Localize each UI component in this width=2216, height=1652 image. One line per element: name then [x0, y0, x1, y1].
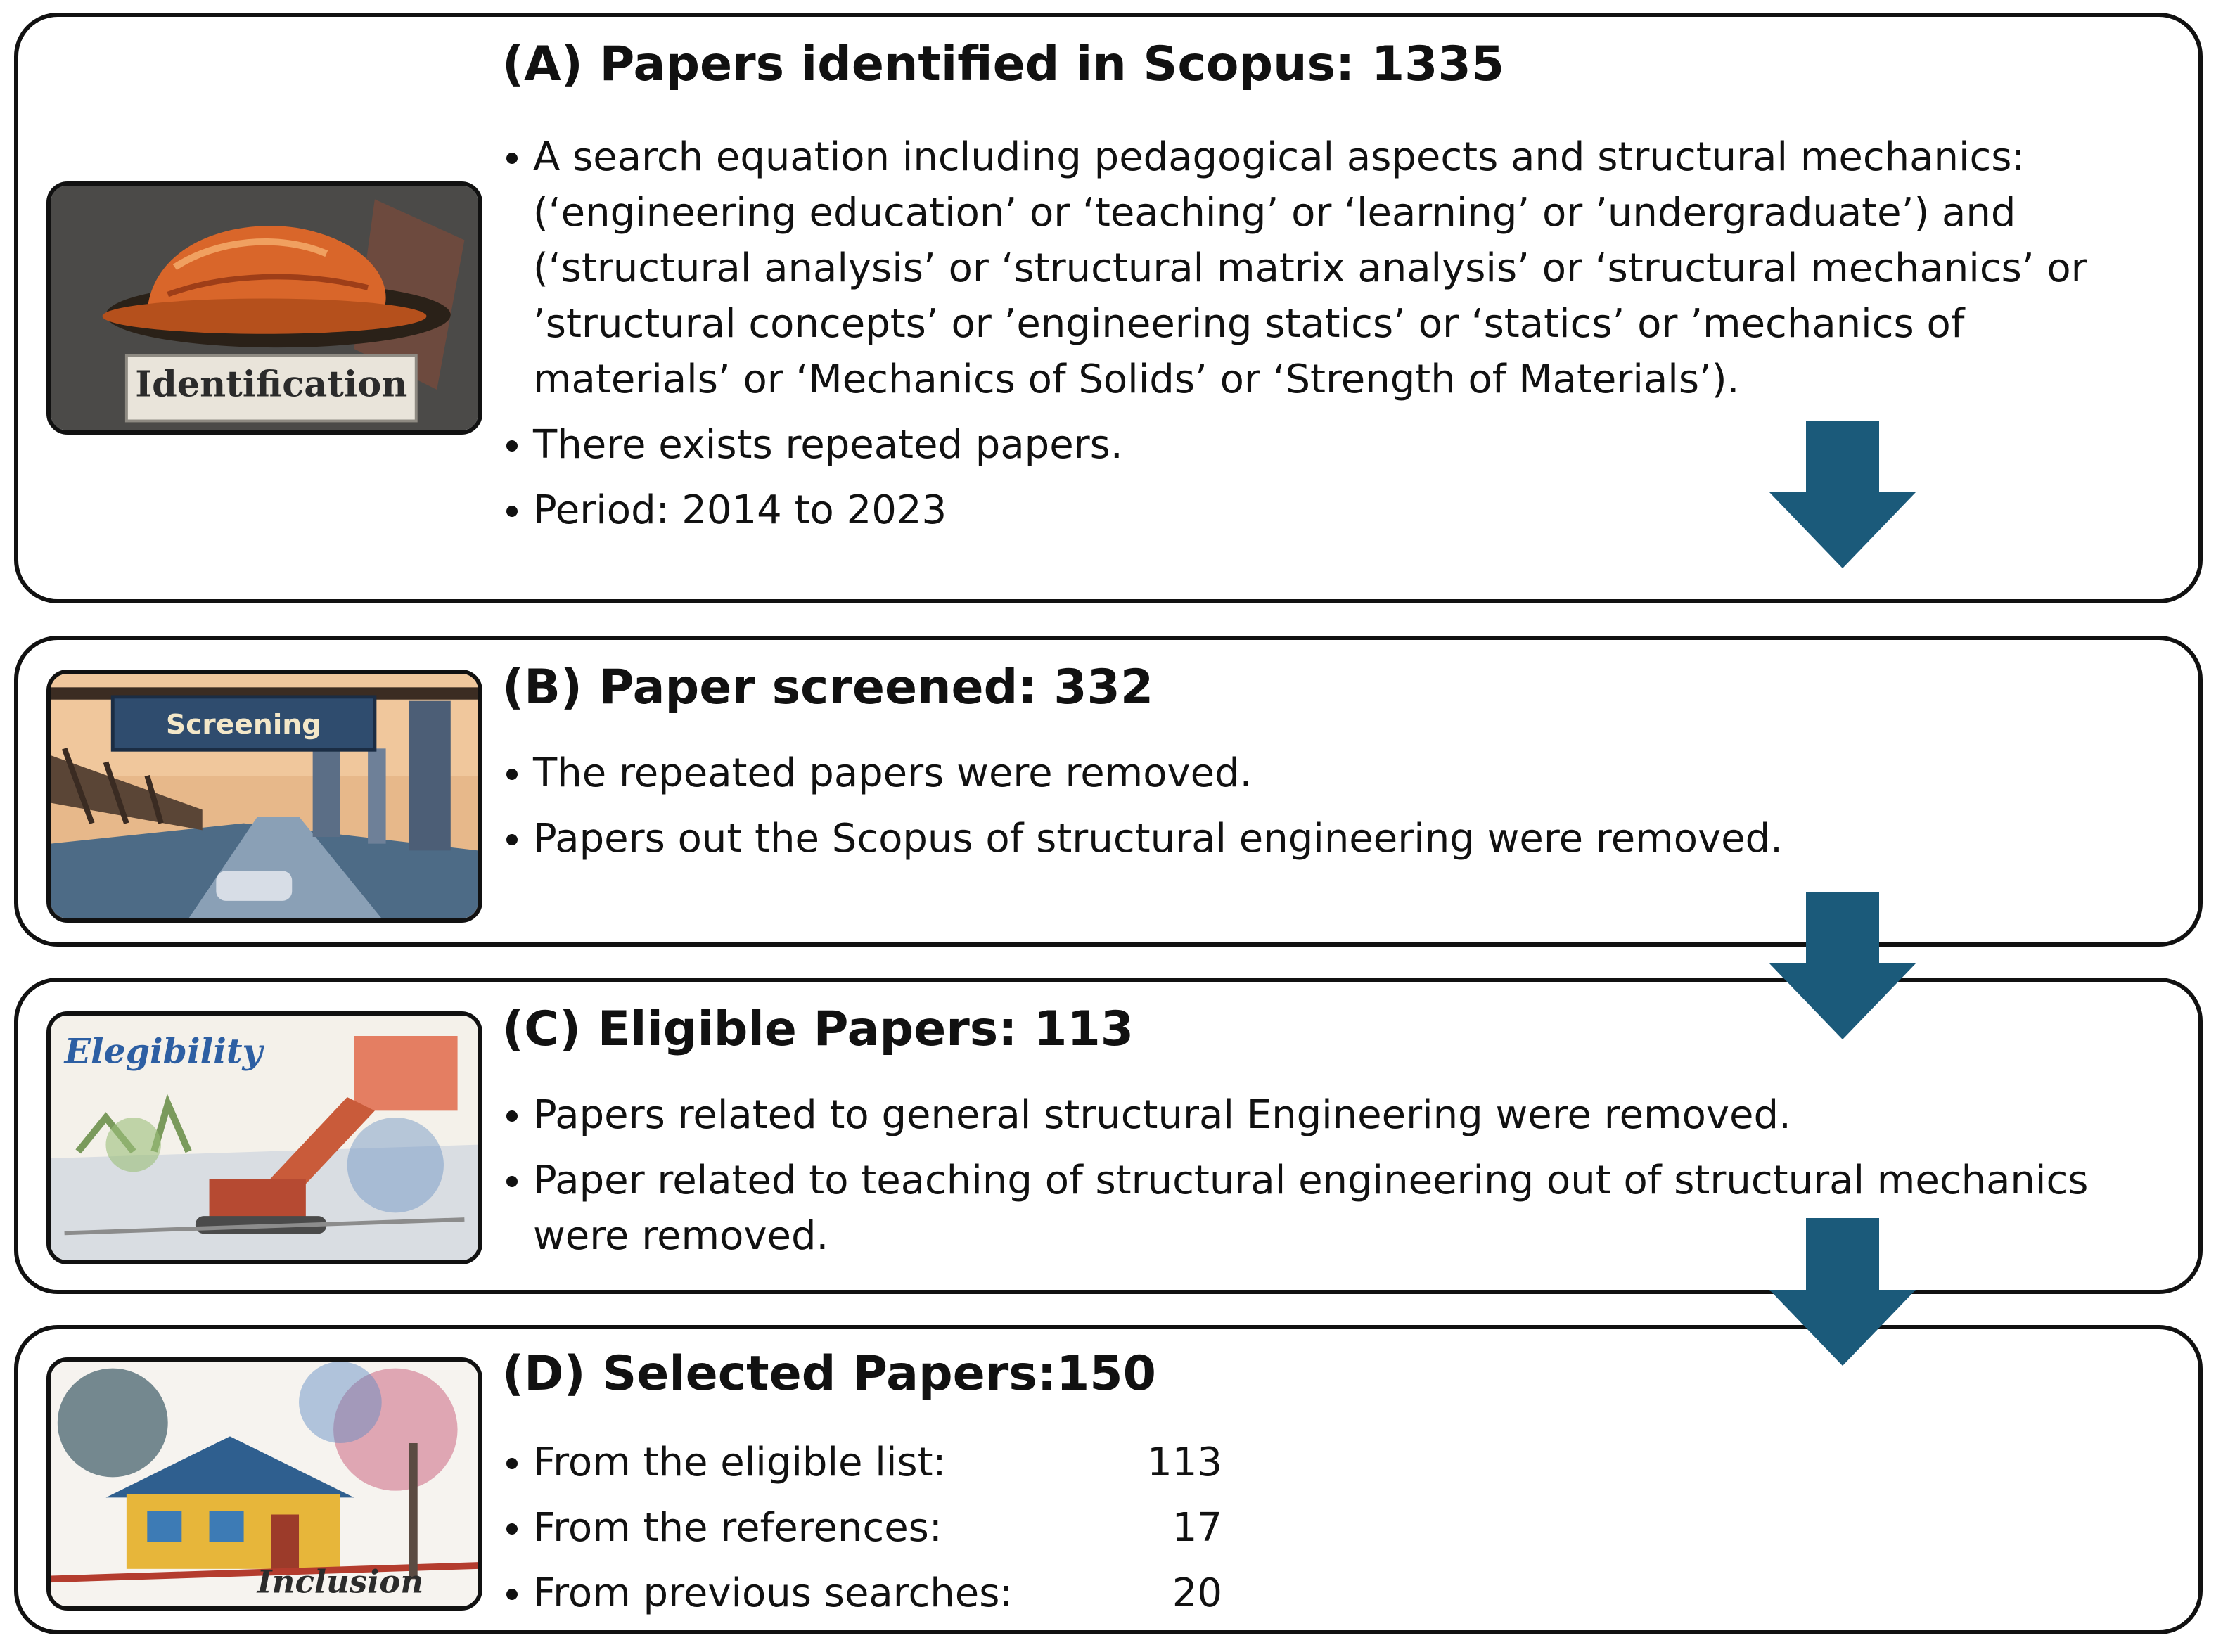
criteria-item: Papers related to general structural Engineering were removed.: [502, 1087, 2162, 1143]
source-row: [502, 1500, 1222, 1556]
source-row: [502, 1565, 1222, 1621]
eligibility-title: (C) Eligible Papers: 113: [502, 1001, 1134, 1057]
eligibility-illustration: [46, 1011, 482, 1264]
criteria-item: There exists repeated papers.: [502, 417, 2162, 473]
svg-text:Elegibility: Elegibility: [64, 1031, 262, 1072]
down-arrow-icon: [1765, 1218, 1920, 1369]
svg-text:Screening: Screening: [165, 709, 322, 741]
criteria-item: Period: 2014 to 2023: [502, 482, 2162, 538]
source-count: 20: [1172, 1570, 1222, 1616]
identification-illustration: [46, 181, 482, 435]
hard-hat-illustration: [51, 186, 478, 430]
svg-text:Identification: Identification: [135, 363, 408, 405]
svg-text:Inclusion: Inclusion: [257, 1563, 424, 1601]
screening-title: (B) Paper screened: 332: [502, 660, 1154, 715]
selected-sources-list: [502, 1435, 1222, 1631]
inclusion-illustration: [46, 1357, 482, 1611]
inclusion-panel: [14, 1325, 2203, 1634]
source-label: From the eligible list:: [533, 1440, 947, 1485]
criteria-item: Papers out the Scopus of structural engineering were removed.: [502, 811, 2162, 866]
criteria-item: Paper related to teaching of structural engineering out of structural mechanics were removed.: [502, 1153, 2162, 1264]
down-arrow-icon: [1765, 892, 1920, 1042]
criteria-item: The repeated papers were removed.: [502, 745, 2162, 801]
house-illustration: [51, 1362, 478, 1606]
source-row: [502, 1435, 1222, 1490]
bridge-illustration: [51, 674, 478, 918]
screening-illustration: [46, 670, 482, 923]
source-count: 113: [1147, 1440, 1222, 1485]
down-arrow-icon: [1765, 421, 1920, 571]
screening-criteria-list: [502, 745, 2162, 876]
identification-title: (A) Papers identified in Scopus: 1335: [502, 37, 1505, 92]
inclusion-title: (D) Selected Papers:150: [502, 1346, 1156, 1402]
source-label: From the references:: [533, 1505, 942, 1551]
source-count: 17: [1172, 1505, 1222, 1551]
excavator-illustration: [51, 1016, 478, 1260]
source-label: From previous searches:: [533, 1570, 1013, 1616]
criteria-item: A search equation including pedagogical aspects and structural mechanics: (‘engineering education’ or ‘teaching’ or ‘learning’ or ’undergraduate’) and (‘structural analysis’ or ‘structural matrix analysis’ or ‘structural mechanics’ or ’structural concepts’ or ’engineering statics’ or ‘statics’ or ’mechanics of materials’ or ‘Mechanics of Solids’ or ‘Strength of Materials’).: [502, 129, 2162, 407]
